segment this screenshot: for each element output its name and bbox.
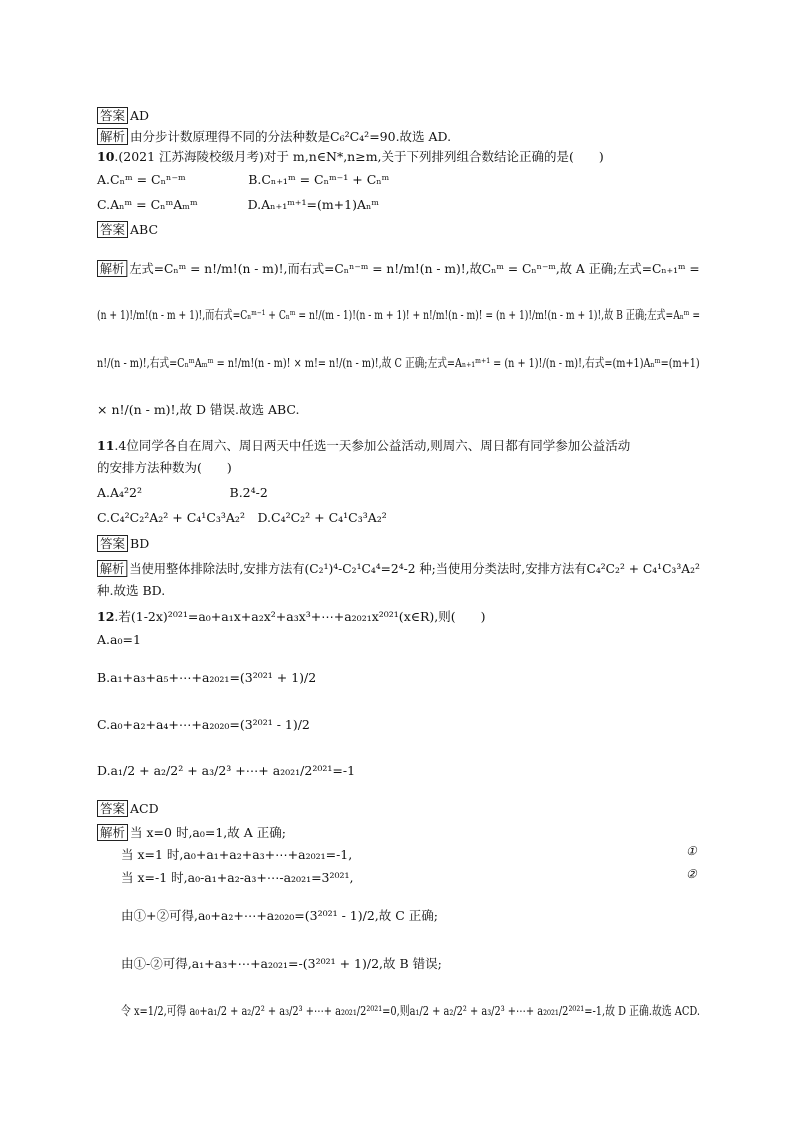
line-q12-ana3 — [121, 870, 354, 886]
line-q10-stem — [97, 149, 604, 165]
analysis-label: 解析 — [97, 824, 128, 841]
line-text: 令 x=1/2,可得 a₀+a₁/2 + a₂/2² + a₃/2³ +⋯+ a₂₀₂₁/2²⁰²¹=0,则a₁/2 + a₂/2² + a₃/2³ +⋯+ a₂₀₂₁/2²⁰²¹=-1,故 D 正确.故选 ACD. — [121, 1003, 701, 1018]
line-text: 由①+②可得,a₀+a₂+⋯+a₂₀₂₀=(3²⁰²¹ - 1)/2,故 C 正确; — [121, 908, 438, 923]
line-text: 由①-②可得,a₁+a₃+⋯+a₂₀₂₁=-(3²⁰²¹ + 1)/2,故 B 错误; — [121, 956, 442, 971]
line-q10-ans — [97, 221, 158, 238]
question-number: 11 — [97, 438, 115, 453]
line-q12-stem — [97, 609, 486, 625]
line-text: .若(1-2x)²⁰²¹=a₀+a₁x+a₂x²+a₃x³+⋯+a₂₀₂₁x²⁰²¹(x∈R),则( ) — [114, 609, 486, 624]
line-text: ABC — [130, 222, 159, 237]
line-text: 当 x=1 时,a₀+a₁+a₂+a₃+⋯+a₂₀₂₁=-1, — [121, 847, 353, 862]
line-q11-ana1 — [97, 560, 700, 577]
line-text: 当 x=0 时,a₀=1,故 A 正确; — [130, 825, 286, 840]
question-number: 10 — [97, 149, 115, 164]
line-q12-ana5 — [121, 956, 442, 972]
line-text: B.a₁+a₃+a₅+⋯+a₂₀₂₁=(3²⁰²¹ + 1)/2 — [97, 670, 317, 685]
line-q11-cd — [97, 510, 387, 526]
line-text: 种.故选 BD. — [97, 583, 166, 598]
line-text: n!/(n - m)!,右式=CₙᵐAₘᵐ = n!/m!(n - m)! × m!= n!/(n - m)!,故 C 正确;左式=Aₙ₊₁ᵐ⁺¹ = (n + 1)!/(n - m)!,右式=(m+1)Aₙᵐ=(m+1) — [97, 355, 700, 370]
line-text: C.C₄²C₂²A₂² + C₄¹C₃³A₂² D.C₄²C₂² + C₄¹C₃³A₂² — [97, 510, 387, 525]
line-q10-cd — [97, 197, 379, 213]
line-q10-ana1 — [97, 260, 700, 277]
line-text: A.A₄²2² B.2⁴-2 — [97, 485, 268, 500]
line-q11-ana2 — [97, 583, 165, 599]
line-text: .(2021 江苏海陵校级月考)对于 m,n∈N*,n≥m,关于下列排列组合数结论正确的是( ) — [114, 149, 604, 164]
line-text: 左式=Cₙᵐ = n!/m!(n - m)!,而右式=Cₙⁿ⁻ᵐ = n!/m!(n - m)!,故Cₙᵐ = Cₙⁿ⁻ᵐ,故 A 正确;左式=Cₙ₊₁ᵐ = — [129, 261, 700, 276]
line-text: × n!/(n - m)!,故 D 错误.故选 ABC. — [97, 402, 300, 417]
line-q11-ans — [97, 535, 149, 552]
analysis-label: 解析 — [97, 128, 128, 145]
line-q11-stem1 — [97, 438, 630, 454]
line-text: (n + 1)!/m!(n - m + 1)!,而右式=Cₙᵐ⁻¹ + Cₙᵐ = n!/(m - 1)!(n - m + 1)! + n!/m!(n - m)! = (n + 1)!/m!(n - m + 1)!,故 B 正确;左式=Aₙᵐ = — [97, 307, 701, 322]
line-q12-a — [97, 632, 141, 648]
line-q10-ana4 — [97, 402, 300, 418]
line-q10-ana3 — [97, 355, 700, 371]
line-text: BD — [130, 536, 150, 551]
line-text: D.a₁/2 + a₂/2² + a₃/2³ +⋯+ a₂₀₂₁/2²⁰²¹=-1 — [97, 763, 356, 778]
line-text: C.Aₙᵐ = CₙᵐAₘᵐ D.Aₙ₊₁ᵐ⁺¹=(m+1)Aₙᵐ — [97, 197, 380, 212]
question-number: 12 — [97, 609, 115, 624]
line-q12-ans — [97, 800, 159, 817]
line-q10-ana2 — [97, 307, 700, 323]
line-text: .4位同学各自在周六、周日两天中任选一天参加公益活动,则周六、周日都有同学参加公益活动 — [114, 438, 631, 453]
line-text: 由分步计数原理得不同的分法种数是C₆²C₄²=90.故选 AD. — [130, 129, 452, 144]
line-q10-ab — [97, 172, 389, 188]
equation-marker-2: ② — [686, 867, 697, 881]
line-q12-ana1 — [97, 824, 286, 841]
line-text: AD — [130, 108, 150, 123]
line-text: A.Cₙᵐ = Cₙⁿ⁻ᵐ B.Cₙ₊₁ᵐ = Cₙᵐ⁻¹ + Cₙᵐ — [97, 172, 390, 187]
line-q12-ana4 — [121, 908, 438, 924]
line-text: C.a₀+a₂+a₄+⋯+a₂₀₂₀=(3²⁰²¹ - 1)/2 — [97, 717, 310, 732]
line-q12-ana6 — [121, 1003, 700, 1019]
line-text: ACD — [130, 801, 159, 816]
line-text: 当使用整体排除法时,安排方法有(C₂¹)⁴-C₂¹C₄⁴=2⁴-2 种;当使用分类法时,安排方法有C₄²C₂² + C₄¹C₃³A₂² — [129, 561, 700, 576]
answer-label: 答案 — [97, 107, 128, 124]
line-q9-ans — [97, 107, 149, 124]
line-q12-ana2 — [121, 847, 352, 863]
line-q11-stem2 — [97, 460, 232, 476]
line-q12-b — [97, 670, 316, 686]
line-q11-ab — [97, 485, 268, 501]
analysis-label: 解析 — [97, 560, 127, 577]
line-text: A.a₀=1 — [97, 632, 141, 647]
answer-label: 答案 — [97, 800, 128, 817]
line-q9-ana — [97, 128, 451, 145]
equation-marker-1: ① — [686, 844, 697, 858]
analysis-label: 解析 — [97, 260, 127, 277]
line-text: 当 x=-1 时,a₀-a₁+a₂-a₃+⋯-a₂₀₂₁=3²⁰²¹, — [121, 870, 354, 885]
line-q12-d — [97, 763, 355, 779]
answer-label: 答案 — [97, 221, 128, 238]
line-text: 的安排方法种数为( ) — [97, 460, 232, 475]
answer-label: 答案 — [97, 535, 128, 552]
line-q12-c — [97, 717, 310, 733]
